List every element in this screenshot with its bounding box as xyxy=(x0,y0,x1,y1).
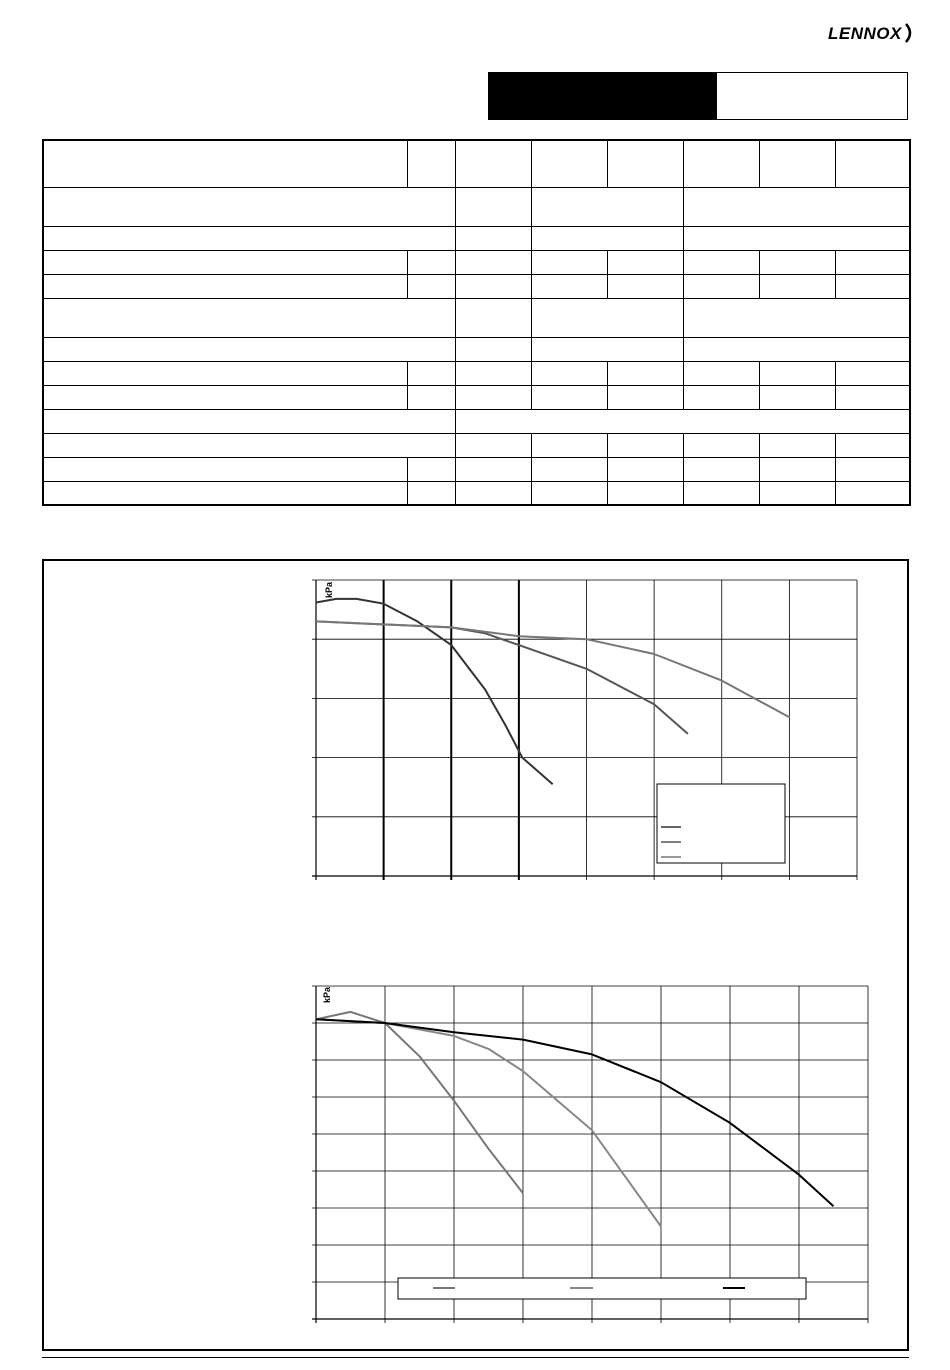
chart-series xyxy=(316,1012,834,1227)
table-cell xyxy=(407,361,455,385)
table-cell xyxy=(835,481,910,505)
table-cell xyxy=(759,250,835,274)
table-row xyxy=(43,298,910,337)
table-cell xyxy=(531,361,607,385)
header-white-cell xyxy=(717,73,907,119)
table-cell xyxy=(531,433,607,457)
table-row xyxy=(43,337,910,361)
chart-legend xyxy=(657,784,785,863)
table-cell xyxy=(683,385,759,409)
table-cell xyxy=(835,433,910,457)
table-cell xyxy=(683,298,910,337)
table-row xyxy=(43,187,910,226)
header-cell xyxy=(835,140,910,187)
table-cell xyxy=(407,250,455,274)
table-cell xyxy=(835,361,910,385)
table-header-row xyxy=(43,140,910,187)
table-cell xyxy=(455,187,531,226)
table-cell xyxy=(43,250,407,274)
table-cell xyxy=(531,337,683,361)
table-cell xyxy=(43,457,407,481)
table-row xyxy=(43,250,910,274)
table-cell xyxy=(607,433,683,457)
table-cell xyxy=(607,457,683,481)
table-cell xyxy=(455,226,531,250)
table-cell xyxy=(607,385,683,409)
table-cell xyxy=(455,481,531,505)
table-cell xyxy=(607,250,683,274)
logo-text: LENNOX xyxy=(828,24,902,43)
table-cell xyxy=(835,385,910,409)
table-cell xyxy=(43,385,407,409)
series-line-2 xyxy=(316,1019,661,1226)
table-row xyxy=(43,433,910,457)
table-cell xyxy=(683,457,759,481)
header-cell xyxy=(607,140,683,187)
table-cell xyxy=(407,457,455,481)
table-cell xyxy=(531,187,683,226)
table-cell xyxy=(531,226,683,250)
table-cell xyxy=(683,226,910,250)
table-row xyxy=(43,226,910,250)
series-line-3 xyxy=(316,1019,834,1206)
table-cell xyxy=(455,250,531,274)
lennox-logo xyxy=(826,20,914,46)
table-cell xyxy=(683,361,759,385)
table-cell xyxy=(43,274,407,298)
table-cell xyxy=(531,457,607,481)
legend-box xyxy=(657,784,785,863)
table-cell xyxy=(531,298,683,337)
table-cell xyxy=(407,481,455,505)
pressure-curve-chart-1 xyxy=(305,570,870,890)
table-cell xyxy=(759,481,835,505)
table-cell xyxy=(531,385,607,409)
table-cell xyxy=(683,250,759,274)
table-cell xyxy=(683,481,759,505)
table-cell xyxy=(43,337,455,361)
table-cell xyxy=(683,337,910,361)
table-cell xyxy=(455,274,531,298)
table-cell xyxy=(759,385,835,409)
table-cell xyxy=(455,361,531,385)
table-cell xyxy=(759,433,835,457)
table-cell xyxy=(455,298,531,337)
table-row xyxy=(43,481,910,505)
table-cell xyxy=(407,274,455,298)
table-cell xyxy=(455,457,531,481)
document-header-box xyxy=(488,72,908,120)
header-black-cell xyxy=(489,73,717,119)
table-row xyxy=(43,274,910,298)
table-row xyxy=(43,409,910,433)
logo-swoosh xyxy=(906,24,910,42)
chart-grid xyxy=(312,986,868,1323)
table-cell xyxy=(531,274,607,298)
header-cell xyxy=(455,140,531,187)
series-line-2 xyxy=(316,621,688,734)
footer-rule xyxy=(42,1357,909,1358)
table-cell xyxy=(43,298,455,337)
table-cell xyxy=(531,481,607,505)
table-cell xyxy=(455,385,531,409)
table-cell xyxy=(43,481,407,505)
specifications-table xyxy=(42,139,911,506)
header-cell xyxy=(531,140,607,187)
pressure-curve-chart-2 xyxy=(305,978,875,1328)
table-cell xyxy=(607,274,683,298)
table-row xyxy=(43,361,910,385)
chart-legend xyxy=(398,1278,806,1299)
table-cell xyxy=(455,433,531,457)
header-cell xyxy=(407,140,455,187)
header-cell xyxy=(759,140,835,187)
header-cell xyxy=(683,140,759,187)
table-cell xyxy=(531,250,607,274)
table-cell xyxy=(607,361,683,385)
table-cell xyxy=(455,409,910,433)
y-axis-label: kPa xyxy=(322,986,332,1003)
table-cell xyxy=(43,433,455,457)
table-cell xyxy=(607,481,683,505)
table-cell xyxy=(683,433,759,457)
table-cell xyxy=(407,385,455,409)
chart-series xyxy=(316,599,789,784)
table-cell xyxy=(43,361,407,385)
table-cell xyxy=(43,187,455,226)
table-cell xyxy=(683,274,759,298)
table-cell xyxy=(835,274,910,298)
table-cell xyxy=(759,361,835,385)
table-cell xyxy=(455,337,531,361)
y-axis-label: kPa xyxy=(324,581,334,598)
table-cell xyxy=(43,409,455,433)
table-cell xyxy=(683,187,910,226)
header-cell xyxy=(43,140,407,187)
table-row xyxy=(43,385,910,409)
table-cell xyxy=(43,226,455,250)
series-line-1 xyxy=(316,1012,523,1193)
series-line-3 xyxy=(316,621,789,717)
table-cell xyxy=(835,457,910,481)
table-cell xyxy=(759,274,835,298)
table-cell xyxy=(759,457,835,481)
table-row xyxy=(43,457,910,481)
table-cell xyxy=(835,250,910,274)
